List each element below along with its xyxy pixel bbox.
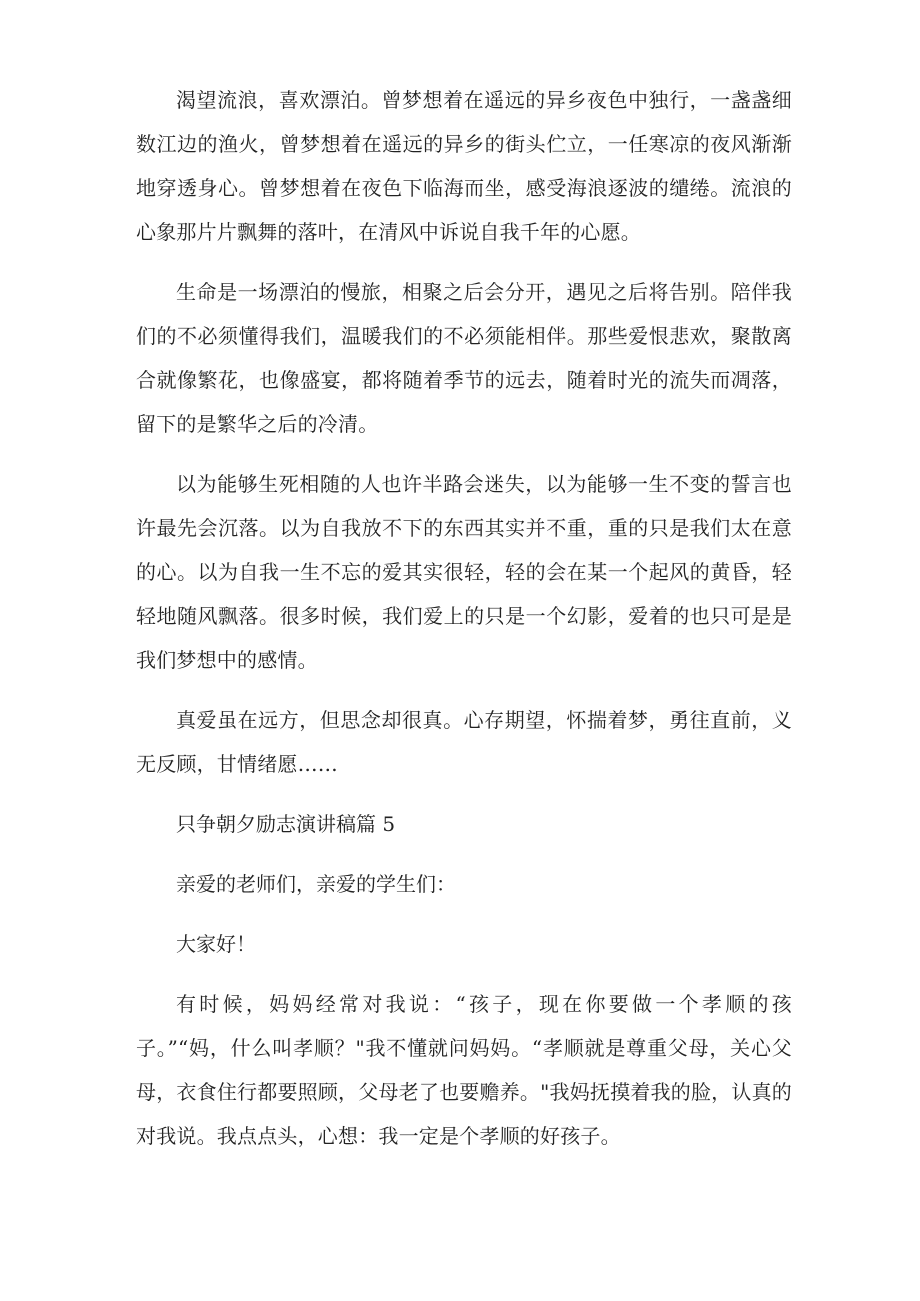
paragraph-true-love: 真爱虽在远方，但思念却很真。心存期望，怀揣着梦，勇往直前，义无反顾，甘情绪愿……	[136, 708, 792, 776]
salutation: 亲爱的老师们，亲爱的学生们：	[176, 872, 456, 896]
paragraph-thought: 以为能够生死相随的人也许半路会迷失，以为能够一生不变的誓言也许最先会沉落。以为自我放不下的东西其实并不重，重的只是我们太在意的心。以为自我一生不忘的爱其实很轻，轻的会在某一个起风的黄昏，轻轻地随风飘落。很多时候，我们爱上的只是一个幻影，爱着的也只可是是我们梦想中的感情。	[136, 472, 792, 672]
paragraph-life-journey: 生命是一场漂泊的慢旅，相聚之后会分开，遇见之后将告别。陪伴我们的不必须懂得我们，温暖我们的不必须能相伴。那些爱恨悲欢，聚散离合就像繁花，也像盛宴，都将随着季节的远去，随着时光的流失而凋落，留下的是繁华之后的冷清。	[136, 280, 792, 436]
document-body	[136, 78, 792, 1174]
paragraph-filial-piety: 有时候，妈妈经常对我说：“孩子，现在你要做一个孝顺的孩子。”“妈，什么叫孝顺？"我不懂就问妈妈。“孝顺就是尊重父母，关心父母，衣食住行都要照顾，父母老了也要赡养。"我妈抚摸着我的脸，认真的对我说。我点点头，心想：我一定是个孝顺的好孩子。	[136, 992, 792, 1148]
section-heading: 只争朝夕励志演讲稿篇 5	[176, 812, 396, 836]
paragraph-wandering: 渴望流浪，喜欢漂泊。曾梦想着在遥远的异乡夜色中独行，一盏盏细数江边的渔火，曾梦想着在遥远的异乡的街头伫立，一任寒凉的夜风渐渐地穿透身心。曾梦想着在夜色下临海而坐，感受海浪逐波的缱绻。流浪的心象那片片飘舞的落叶，在清风中诉说自我千年的心愿。	[136, 88, 792, 244]
greeting: 大家好！	[176, 932, 256, 956]
